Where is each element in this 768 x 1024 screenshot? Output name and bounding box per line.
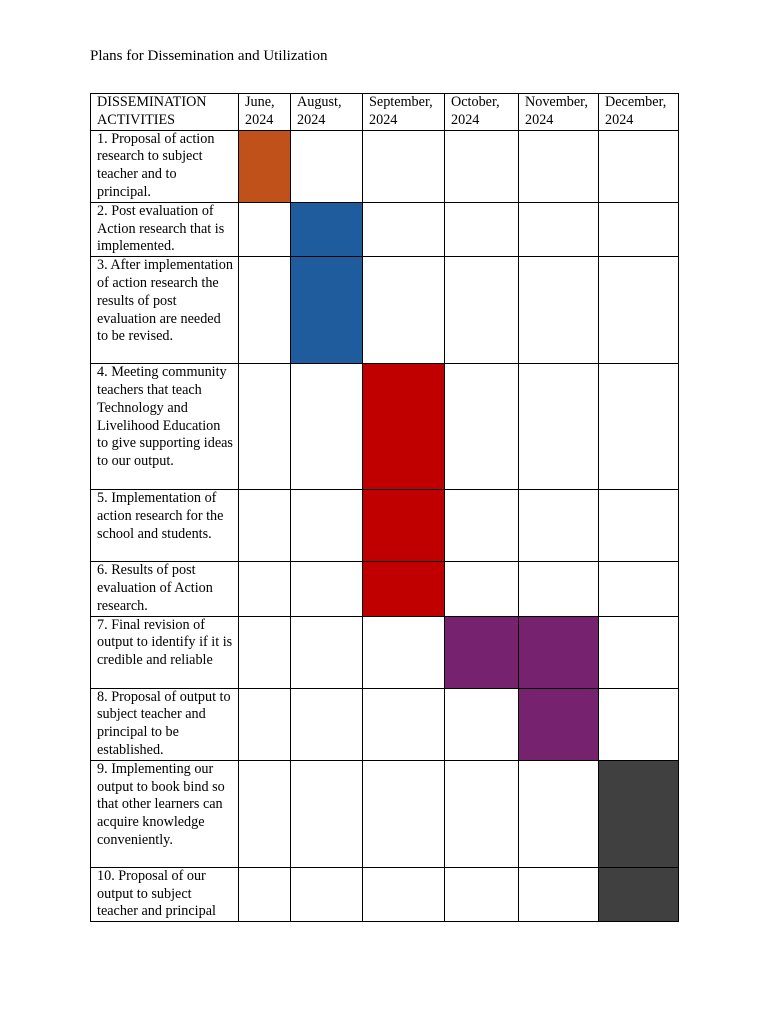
activity-row [91, 490, 679, 562]
shaded-cell-august [291, 257, 363, 364]
empty-cell-november [519, 760, 599, 867]
empty-cell-october [445, 688, 519, 760]
shaded-cell-september [363, 490, 445, 562]
activity-row [91, 688, 679, 760]
empty-cell-august [291, 490, 363, 562]
activity-row [91, 760, 679, 867]
activity-text: 5. Implementation of action research for the school and students. [91, 490, 239, 562]
activity-row [91, 562, 679, 616]
empty-cell-august [291, 364, 363, 490]
empty-cell-september [363, 257, 445, 364]
empty-cell-october [445, 257, 519, 364]
empty-cell-june [239, 760, 291, 867]
shaded-cell-december [599, 867, 679, 921]
activity-text: 2. Post evaluation of Action research that is implemented. [91, 202, 239, 256]
shaded-cell-october [445, 616, 519, 688]
empty-cell-december [599, 364, 679, 490]
empty-cell-june [239, 202, 291, 256]
empty-cell-august [291, 867, 363, 921]
activity-text: 1. Proposal of action research to subject teacher and to principal. [91, 130, 239, 202]
empty-cell-august [291, 616, 363, 688]
empty-cell-november [519, 364, 599, 490]
header-month-august: August, 2024 [291, 94, 363, 131]
empty-cell-june [239, 490, 291, 562]
empty-cell-june [239, 616, 291, 688]
shaded-cell-september [363, 562, 445, 616]
shaded-cell-november [519, 688, 599, 760]
empty-cell-june [239, 257, 291, 364]
header-month-june: June, 2024 [239, 94, 291, 131]
empty-cell-december [599, 562, 679, 616]
activity-text: 8. Proposal of output to subject teacher and principal to be established. [91, 688, 239, 760]
empty-cell-august [291, 130, 363, 202]
empty-cell-november [519, 202, 599, 256]
empty-cell-september [363, 202, 445, 256]
empty-cell-november [519, 257, 599, 364]
empty-cell-november [519, 562, 599, 616]
empty-cell-september [363, 688, 445, 760]
empty-cell-august [291, 760, 363, 867]
shaded-cell-december [599, 760, 679, 867]
empty-cell-june [239, 562, 291, 616]
document-title: Plans for Dissemination and Utilization [90, 48, 328, 64]
activity-text: 7. Final revision of output to identify if it is credible and reliable [91, 616, 239, 688]
empty-cell-december [599, 616, 679, 688]
header-activities: DISSEMINATION ACTIVITIES [91, 94, 239, 131]
shaded-cell-september [363, 364, 445, 490]
empty-cell-december [599, 130, 679, 202]
activity-text: 3. After implementation of action research the results of post evaluation are needed to be revised. [91, 257, 239, 364]
empty-cell-september [363, 867, 445, 921]
activity-row [91, 616, 679, 688]
empty-cell-october [445, 130, 519, 202]
empty-cell-september [363, 130, 445, 202]
shaded-cell-august [291, 202, 363, 256]
empty-cell-november [519, 490, 599, 562]
empty-cell-october [445, 202, 519, 256]
empty-cell-october [445, 364, 519, 490]
empty-cell-october [445, 867, 519, 921]
empty-cell-september [363, 760, 445, 867]
activity-text: 9. Implementing our output to book bind so that other learners can acquire knowledge conveniently. [91, 760, 239, 867]
empty-cell-november [519, 867, 599, 921]
empty-cell-august [291, 562, 363, 616]
shaded-cell-november [519, 616, 599, 688]
activity-row [91, 257, 679, 364]
header-row [91, 94, 679, 131]
activity-row [91, 867, 679, 921]
empty-cell-december [599, 688, 679, 760]
empty-cell-december [599, 490, 679, 562]
activity-text: 10. Proposal of our output to subject teacher and principal [91, 867, 239, 921]
empty-cell-june [239, 867, 291, 921]
activity-text: 4. Meeting community teachers that teach Technology and Livelihood Education to give supporting ideas to our output. [91, 364, 239, 490]
empty-cell-november [519, 130, 599, 202]
empty-cell-august [291, 688, 363, 760]
header-month-november: November, 2024 [519, 94, 599, 131]
empty-cell-october [445, 562, 519, 616]
empty-cell-december [599, 202, 679, 256]
empty-cell-december [599, 257, 679, 364]
empty-cell-october [445, 760, 519, 867]
header-month-october: October, 2024 [445, 94, 519, 131]
shaded-cell-june [239, 130, 291, 202]
activity-row [91, 202, 679, 256]
empty-cell-june [239, 364, 291, 490]
dissemination-schedule-table [90, 93, 679, 922]
empty-cell-june [239, 688, 291, 760]
header-month-september: September, 2024 [363, 94, 445, 131]
header-month-december: December, 2024 [599, 94, 679, 131]
activity-row [91, 364, 679, 490]
empty-cell-september [363, 616, 445, 688]
empty-cell-october [445, 490, 519, 562]
activity-row [91, 130, 679, 202]
activity-text: 6. Results of post evaluation of Action research. [91, 562, 239, 616]
